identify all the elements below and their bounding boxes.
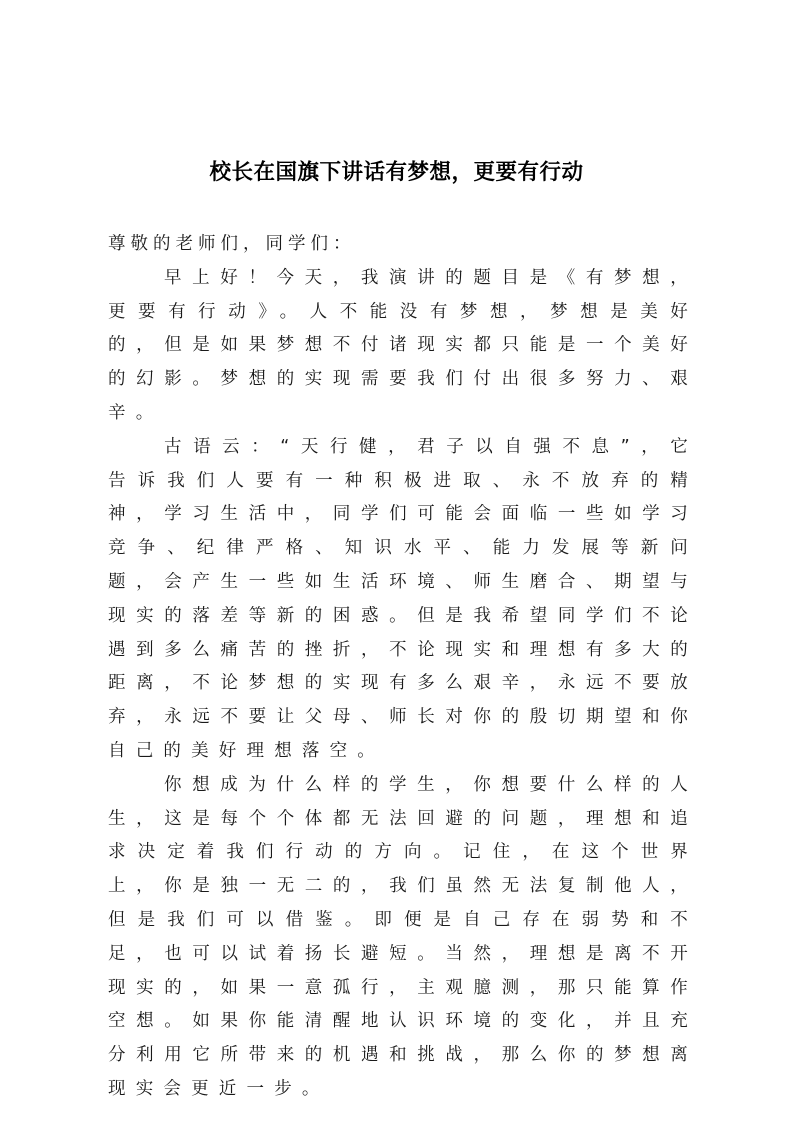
page-title: 校长在国旗下讲话有梦想，更要有行动	[209, 160, 584, 185]
paragraph: 早上好！今天，我演讲的题目是《有梦想，更要有行动》。人不能没有梦想，梦想是美好的，但是如果梦想不付诸现实都只能是一个美好的幻影。梦想的实现需要我们付出很多努力、艰辛。	[108, 267, 698, 423]
salutation: 尊敬的老师们，同学们：	[108, 234, 356, 254]
document-body	[108, 228, 698, 1107]
paragraph: 古语云：“天行健，君子以自强不息”，它告诉我们人要有一种积极进取、永不放弃的精神，学习生活中，同学们可能会面临一些如学习竞争、纪律严格、知识水平、能力发展等新问题，会产生一些如生活环境、师生磨合、期望与现实的落差等新的困惑。但是我希望同学们不论遇到多么痛苦的挫折，不论现实和理想有多大的距离，不论梦想的实现有多么艰辛，永远不要放弃，永远不要让父母、师长对你的殷切期望和你自己的美好理想落空。	[108, 436, 698, 761]
paragraph: 你想成为什么样的学生，你想要什么样的人生，这是每个个体都无法回避的问题，理想和追求决定着我们行动的方向。记住，在这个世界上，你是独一无二的，我们虽然无法复制他人，但是我们可以借鉴。即便是自己存在弱势和不足，也可以试着扬长避短。当然，理想是离不开现实的，如果一意孤行，主观臆测，那只能算作空想。如果你能清醒地认识环境的变化，并且充分利用它所带来的机遇和挑战，那么你的梦想离现实会更近一步。	[108, 774, 698, 1099]
